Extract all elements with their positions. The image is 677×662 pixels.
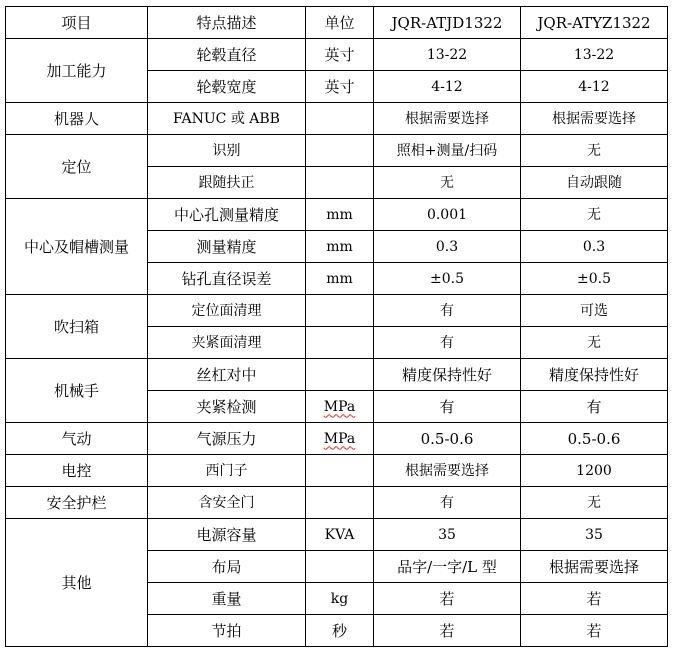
model-b-cell: 4-12 — [521, 71, 668, 103]
category-cell: 中心及帽槽测量 — [6, 199, 148, 295]
model-b-cell: 35 — [521, 519, 668, 551]
table-row — [6, 455, 668, 487]
spec-table — [5, 6, 668, 647]
category-cell: 定位 — [6, 135, 148, 199]
unit-cell — [306, 487, 374, 519]
model-a-cell: 精度保持性好 — [374, 359, 521, 391]
unit-cell — [306, 423, 374, 455]
feature-cell: 丝杠对中 — [148, 359, 306, 391]
feature-cell: 测量精度 — [148, 231, 306, 263]
feature-cell: 夹紧面清理 — [148, 327, 306, 359]
unit-cell — [306, 455, 374, 487]
model-a-cell: 35 — [374, 519, 521, 551]
model-b-cell: ±0.5 — [521, 263, 668, 295]
model-a-cell: ±0.5 — [374, 263, 521, 295]
model-b-cell: 若 — [521, 583, 668, 615]
header-feature: 特点描述 — [148, 7, 306, 39]
table-row — [6, 103, 668, 135]
model-b-cell: 0.3 — [521, 231, 668, 263]
unit-cell: kg — [306, 583, 374, 615]
unit-cell — [306, 359, 374, 391]
feature-cell: 轮毂直径 — [148, 39, 306, 71]
model-b-cell: 精度保持性好 — [521, 359, 668, 391]
unit-text: MPa — [323, 398, 356, 415]
unit-cell — [306, 391, 374, 423]
model-b-cell: 无 — [521, 487, 668, 519]
category-cell: 电控 — [6, 455, 148, 487]
model-a-cell: 若 — [374, 615, 521, 647]
model-a-cell: 有 — [374, 327, 521, 359]
model-a-cell: 0.3 — [374, 231, 521, 263]
unit-cell: KVA — [306, 519, 374, 551]
model-a-cell: 4-12 — [374, 71, 521, 103]
model-b-cell: 可选 — [521, 295, 668, 327]
unit-cell — [306, 167, 374, 199]
model-b-cell: 若 — [521, 615, 668, 647]
feature-cell: 跟随扶正 — [148, 167, 306, 199]
feature-cell: 夹紧检测 — [148, 391, 306, 423]
header-model-b: JQR-ATYZ1322 — [521, 7, 668, 39]
spec-table-container — [5, 6, 668, 647]
unit-cell — [306, 551, 374, 583]
feature-cell: 识别 — [148, 135, 306, 167]
model-a-cell: 13-22 — [374, 39, 521, 71]
model-b-cell: 无 — [521, 199, 668, 231]
model-a-cell: 根据需要选择 — [374, 455, 521, 487]
feature-cell: 轮毂宽度 — [148, 71, 306, 103]
header-model-a: JQR-ATJD1322 — [374, 7, 521, 39]
unit-cell: 英寸 — [306, 71, 374, 103]
model-b-cell: 1200 — [521, 455, 668, 487]
feature-cell: 定位面清理 — [148, 295, 306, 327]
feature-cell: 电源容量 — [148, 519, 306, 551]
model-b-cell: 无 — [521, 135, 668, 167]
feature-cell: 钻孔直径误差 — [148, 263, 306, 295]
header-item: 项目 — [6, 7, 148, 39]
model-a-cell: 有 — [374, 295, 521, 327]
unit-cell — [306, 135, 374, 167]
feature-cell: 节拍 — [148, 615, 306, 647]
table-row — [6, 359, 668, 391]
model-a-cell: 根据需要选择 — [374, 103, 521, 135]
table-row — [6, 135, 668, 167]
feature-cell: 西门子 — [148, 455, 306, 487]
unit-cell: mm — [306, 199, 374, 231]
category-cell: 加工能力 — [6, 39, 148, 103]
table-row — [6, 519, 668, 551]
category-cell: 机械手 — [6, 359, 148, 423]
category-cell: 吹扫箱 — [6, 295, 148, 359]
unit-cell — [306, 103, 374, 135]
category-cell: 安全护栏 — [6, 487, 148, 519]
unit-cell: mm — [306, 263, 374, 295]
model-a-cell: 有 — [374, 487, 521, 519]
model-b-cell: 13-22 — [521, 39, 668, 71]
model-b-cell: 自动跟随 — [521, 167, 668, 199]
feature-cell: 布局 — [148, 551, 306, 583]
model-b-cell: 根据需要选择 — [521, 103, 668, 135]
unit-cell: 英寸 — [306, 39, 374, 71]
unit-cell — [306, 327, 374, 359]
category-cell: 机器人 — [6, 103, 148, 135]
feature-cell: 重量 — [148, 583, 306, 615]
feature-cell: FANUC 或 ABB — [148, 103, 306, 135]
model-a-cell: 品字/一字/L 型 — [374, 551, 521, 583]
table-row — [6, 487, 668, 519]
model-a-cell: 0.5-0.6 — [374, 423, 521, 455]
unit-cell: mm — [306, 231, 374, 263]
feature-cell: 气源压力 — [148, 423, 306, 455]
model-a-cell: 照相+测量/扫码 — [374, 135, 521, 167]
model-a-cell: 无 — [374, 167, 521, 199]
feature-cell: 含安全门 — [148, 487, 306, 519]
header-row — [6, 7, 668, 39]
model-b-cell: 无 — [521, 327, 668, 359]
unit-cell: 秒 — [306, 615, 374, 647]
feature-cell: 中心孔测量精度 — [148, 199, 306, 231]
header-unit: 单位 — [306, 7, 374, 39]
table-row — [6, 39, 668, 71]
model-a-cell: 有 — [374, 391, 521, 423]
model-b-cell: 根据需要选择 — [521, 551, 668, 583]
model-b-cell: 有 — [521, 391, 668, 423]
table-row — [6, 295, 668, 327]
unit-cell — [306, 295, 374, 327]
unit-text: MPa — [323, 430, 356, 447]
category-cell: 气动 — [6, 423, 148, 455]
category-cell: 其他 — [6, 519, 148, 647]
model-a-cell: 0.001 — [374, 199, 521, 231]
table-row — [6, 199, 668, 231]
table-row — [6, 423, 668, 455]
model-b-cell: 0.5-0.6 — [521, 423, 668, 455]
model-a-cell: 若 — [374, 583, 521, 615]
